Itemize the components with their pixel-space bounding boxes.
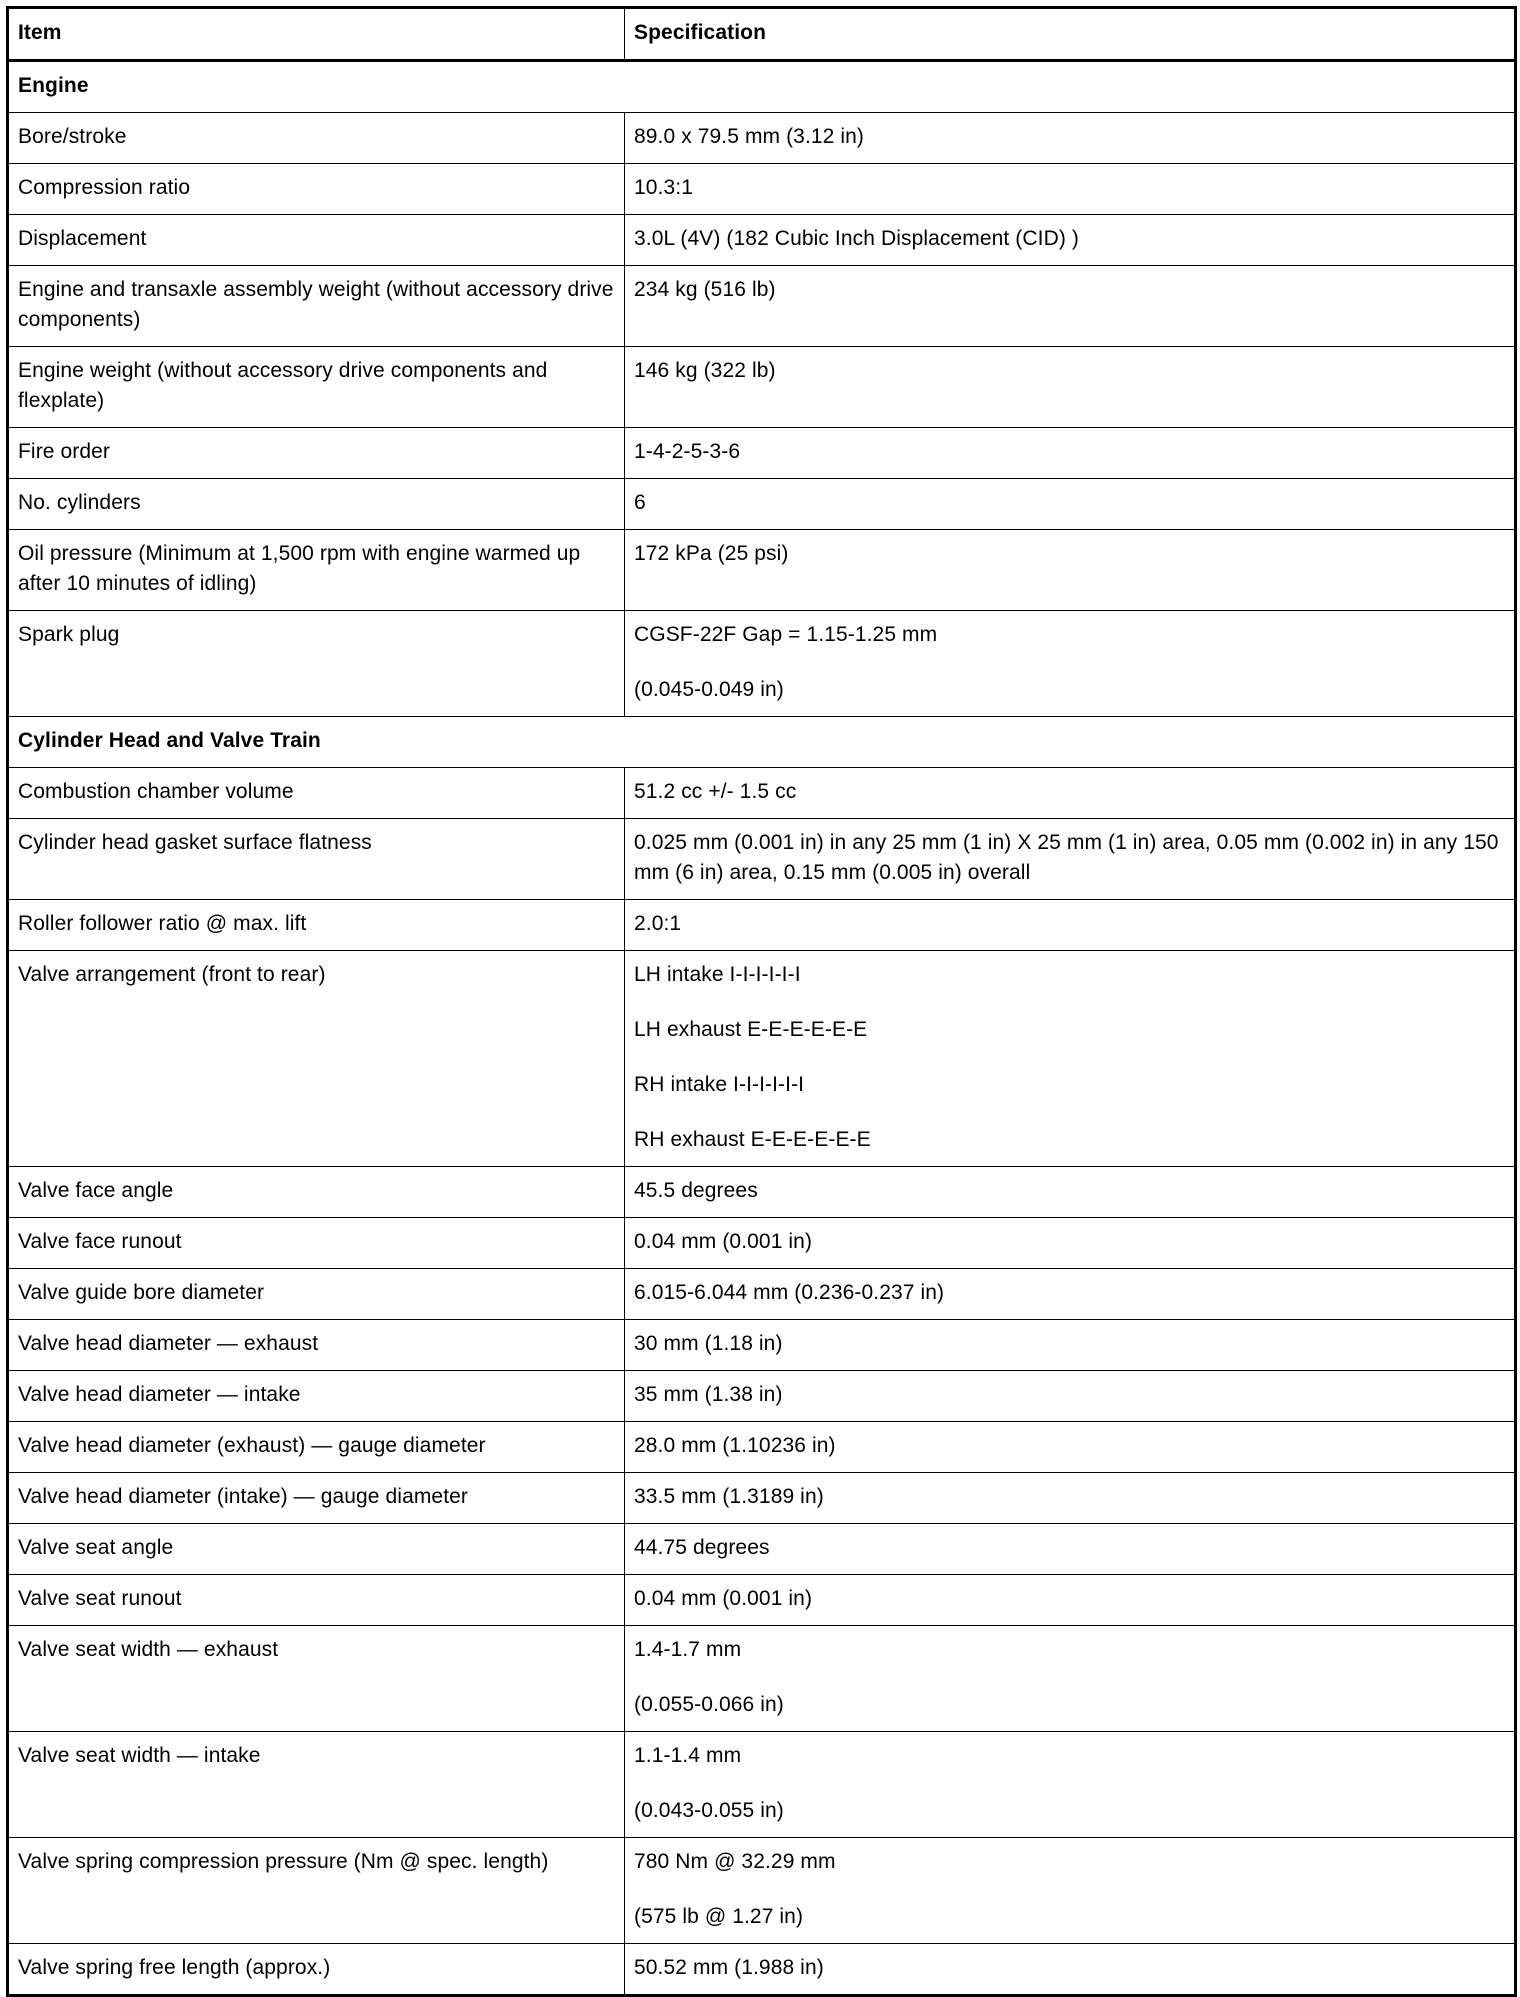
table-row — [8, 113, 1516, 164]
table-row — [8, 215, 1516, 266]
specification-cell — [625, 1944, 1516, 1996]
specification-line: 6.015-6.044 mm (0.236-0.237 in) — [634, 1281, 945, 1304]
item-cell: Valve seat runout — [8, 1575, 625, 1626]
specification-line: 28.0 mm (1.10236 in) — [634, 1434, 836, 1457]
table-row — [8, 1473, 1516, 1524]
specification-cell — [625, 1422, 1516, 1473]
specification-cell — [625, 819, 1516, 900]
column-header-item: Item — [8, 8, 625, 61]
table-row — [8, 1218, 1516, 1269]
specification-line: 6 — [634, 491, 646, 514]
specification-line: 234 kg (516 lb) — [634, 278, 776, 301]
section-header-row — [8, 717, 1516, 768]
specification-cell — [625, 113, 1516, 164]
item-cell: No. cylinders — [8, 479, 625, 530]
specification-line: 89.0 x 79.5 mm (3.12 in) — [634, 125, 865, 148]
table-row — [8, 479, 1516, 530]
specification-line: 10.3:1 — [634, 176, 693, 199]
specification-cell — [625, 1524, 1516, 1575]
table-row — [8, 819, 1516, 900]
specification-cell — [625, 1371, 1516, 1422]
specification-cell — [625, 1167, 1516, 1218]
specification-cell — [625, 1473, 1516, 1524]
item-cell: Valve head diameter (intake) — gauge diameter — [8, 1473, 625, 1524]
specification-line: 1.4-1.7 mm — [634, 1638, 742, 1661]
item-cell: Valve head diameter — exhaust — [8, 1320, 625, 1371]
specification-line: 45.5 degrees — [634, 1179, 758, 1202]
specification-line: (575 lb @ 1.27 in) — [634, 1905, 804, 1928]
specification-cell — [625, 1838, 1516, 1944]
specification-cell — [625, 428, 1516, 479]
specification-cell — [625, 768, 1516, 819]
section-header-row — [8, 61, 1516, 113]
item-cell: Bore/stroke — [8, 113, 625, 164]
item-cell: Roller follower ratio @ max. lift — [8, 900, 625, 951]
specification-line: 50.52 mm (1.988 in) — [634, 1956, 824, 1979]
specification-line: 1.1-1.4 mm — [634, 1744, 742, 1767]
item-cell: Valve spring free length (approx.) — [8, 1944, 625, 1996]
item-cell: Compression ratio — [8, 164, 625, 215]
specification-line: 44.75 degrees — [634, 1536, 770, 1559]
item-cell: Valve arrangement (front to rear) — [8, 951, 625, 1167]
item-cell: Combustion chamber volume — [8, 768, 625, 819]
table-body — [8, 61, 1516, 1996]
item-cell: Oil pressure (Minimum at 1,500 rpm with engine warmed up after 10 minutes of idling) — [8, 530, 625, 611]
specification-line: CGSF-22F Gap = 1.15-1.25 mm — [634, 623, 938, 646]
specification-cell — [625, 1732, 1516, 1838]
table-row — [8, 1269, 1516, 1320]
table-row — [8, 1626, 1516, 1732]
table-row — [8, 347, 1516, 428]
table-row — [8, 951, 1516, 1167]
specification-line: 3.0L (4V) (182 Cubic Inch Displacement (CID) ) — [634, 227, 1079, 250]
specification-line: LH intake I-I-I-I-I-I — [634, 963, 801, 986]
specification-line: RH intake I-I-I-I-I-I — [634, 1073, 805, 1096]
table-row — [8, 611, 1516, 717]
table-row — [8, 428, 1516, 479]
table-row — [8, 1524, 1516, 1575]
item-cell: Fire order — [8, 428, 625, 479]
item-cell: Valve head diameter — intake — [8, 1371, 625, 1422]
item-cell: Engine and transaxle assembly weight (without accessory drive components) — [8, 266, 625, 347]
specification-line: (0.055-0.066 in) — [634, 1693, 784, 1716]
specification-line: 30 mm (1.18 in) — [634, 1332, 783, 1355]
item-cell: Valve spring compression pressure (Nm @ spec. length) — [8, 1838, 625, 1944]
specification-line: 146 kg (322 lb) — [634, 359, 776, 382]
specification-cell — [625, 1269, 1516, 1320]
specification-cell — [625, 347, 1516, 428]
specification-line: 0.025 mm (0.001 in) in any 25 mm (1 in) X 25 mm (1 in) area, 0.05 mm (0.002 in) in any 150 mm (6 in) area, 0.15 mm (0.005 in) overall — [634, 831, 1499, 884]
specification-cell — [625, 1575, 1516, 1626]
specification-line: 35 mm (1.38 in) — [634, 1383, 783, 1406]
table-row — [8, 1838, 1516, 1944]
specification-cell — [625, 1218, 1516, 1269]
item-cell: Cylinder head gasket surface flatness — [8, 819, 625, 900]
item-cell: Valve face runout — [8, 1218, 625, 1269]
table-row — [8, 266, 1516, 347]
item-cell: Engine weight (without accessory drive components and flexplate) — [8, 347, 625, 428]
section-title: Cylinder Head and Valve Train — [8, 717, 1516, 768]
item-cell: Valve seat width — intake — [8, 1732, 625, 1838]
specification-cell — [625, 1320, 1516, 1371]
specification-line: 33.5 mm (1.3189 in) — [634, 1485, 824, 1508]
table-row — [8, 530, 1516, 611]
table-row — [8, 1575, 1516, 1626]
specification-line: 0.04 mm (0.001 in) — [634, 1587, 813, 1610]
table-row — [8, 164, 1516, 215]
table-row — [8, 900, 1516, 951]
specification-cell — [625, 1626, 1516, 1732]
item-cell: Valve guide bore diameter — [8, 1269, 625, 1320]
table-row — [8, 1167, 1516, 1218]
specification-line: LH exhaust E-E-E-E-E-E — [634, 1018, 868, 1041]
specification-line: 0.04 mm (0.001 in) — [634, 1230, 813, 1253]
table-row — [8, 768, 1516, 819]
table-row — [8, 1732, 1516, 1838]
section-title: Engine — [8, 61, 1516, 113]
specification-cell — [625, 215, 1516, 266]
specification-cell — [625, 900, 1516, 951]
table-row — [8, 1944, 1516, 1996]
specification-line: 1-4-2-5-3-6 — [634, 440, 741, 463]
table-header-row — [8, 8, 1516, 61]
item-cell: Displacement — [8, 215, 625, 266]
item-cell: Valve seat angle — [8, 1524, 625, 1575]
table-row — [8, 1371, 1516, 1422]
specification-line: 2.0:1 — [634, 912, 682, 935]
table-row — [8, 1320, 1516, 1371]
specification-line: RH exhaust E-E-E-E-E-E — [634, 1128, 871, 1151]
specification-line: 172 kPa (25 psi) — [634, 542, 789, 565]
item-cell: Valve seat width — exhaust — [8, 1626, 625, 1732]
item-cell: Valve face angle — [8, 1167, 625, 1218]
specification-line: (0.043-0.055 in) — [634, 1799, 784, 1822]
item-cell: Valve head diameter (exhaust) — gauge diameter — [8, 1422, 625, 1473]
specification-cell — [625, 530, 1516, 611]
specification-cell — [625, 266, 1516, 347]
item-cell: Spark plug — [8, 611, 625, 717]
specification-table — [6, 6, 1517, 1997]
specification-line: 780 Nm @ 32.29 mm — [634, 1850, 836, 1873]
specification-cell — [625, 479, 1516, 530]
specification-cell — [625, 164, 1516, 215]
specification-line: 51.2 cc +/- 1.5 cc — [634, 780, 797, 803]
specification-line: (0.045-0.049 in) — [634, 678, 784, 701]
column-header-specification: Specification — [625, 8, 1516, 61]
table-row — [8, 1422, 1516, 1473]
specification-cell — [625, 951, 1516, 1167]
specification-cell — [625, 611, 1516, 717]
